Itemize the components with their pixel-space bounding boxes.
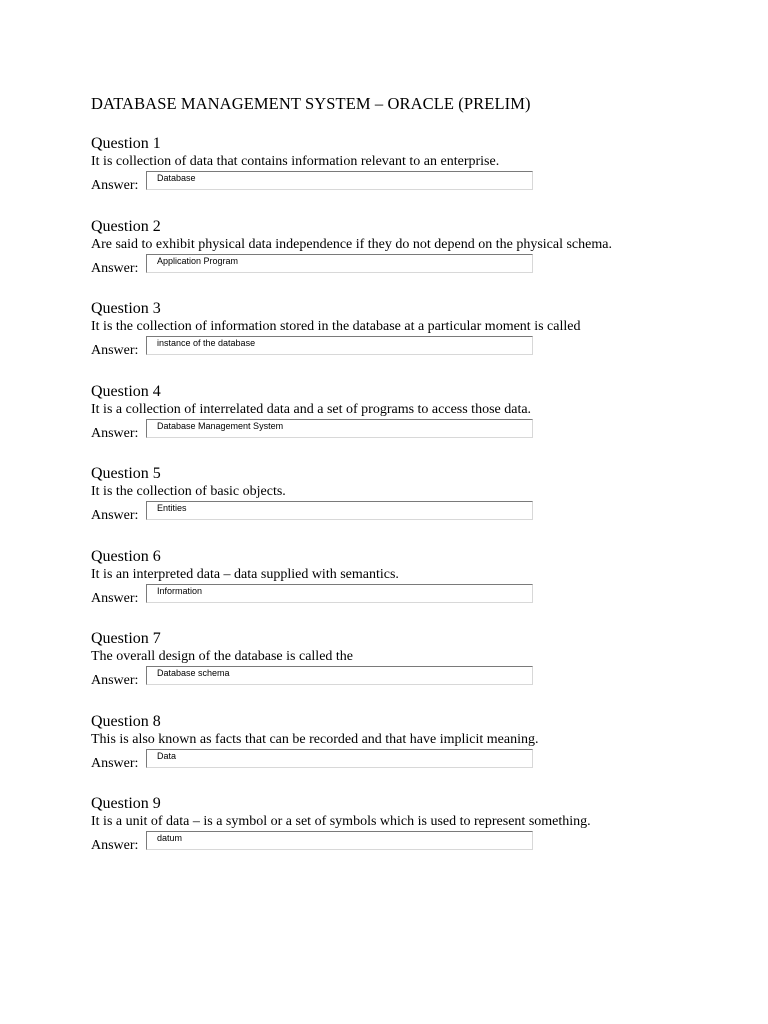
answer-label: Answer: (91, 178, 139, 193)
answer-row (91, 748, 711, 770)
question-text: Are said to exhibit physical data independence if they do not depend on the physical schema. (91, 237, 612, 252)
question-block-1 (91, 134, 711, 192)
answer-field[interactable] (146, 336, 533, 355)
answer-field[interactable] (146, 254, 533, 273)
answer-value: datum (157, 833, 183, 843)
answer-value: Database (157, 173, 196, 183)
question-text: The overall design of the database is called the (91, 649, 354, 664)
answer-row (91, 830, 711, 852)
question-block-8 (91, 712, 711, 770)
question-heading: Question 2 (91, 218, 161, 235)
question-text: This is also known as facts that can be recorded and that have implicit meaning. (91, 732, 539, 747)
answer-value: Information (157, 586, 203, 596)
question-block-3 (91, 299, 711, 357)
answer-value: Data (157, 751, 177, 761)
question-block-7 (91, 629, 711, 687)
answer-row (91, 335, 711, 357)
question-heading: Question 6 (91, 548, 161, 565)
question-heading: Question 3 (91, 300, 161, 317)
question-block-6 (91, 547, 711, 605)
question-text: It is an interpreted data – data supplied with semantics. (91, 567, 399, 582)
question-text: It is the collection of information stored in the database at a particular moment is called (91, 319, 581, 334)
question-block-4 (91, 382, 711, 440)
answer-field[interactable] (146, 501, 533, 520)
question-text: It is collection of data that contains information relevant to an enterprise. (91, 154, 500, 169)
answer-label: Answer: (91, 261, 139, 276)
answer-row (91, 253, 711, 275)
answer-field[interactable] (146, 171, 533, 190)
question-heading: Question 5 (91, 465, 161, 482)
answer-row (91, 583, 711, 605)
answer-value: Database Management System (157, 421, 284, 431)
answer-row (91, 418, 711, 440)
answer-value: Application Program (157, 256, 239, 266)
answer-field[interactable] (146, 419, 533, 438)
answer-label: Answer: (91, 673, 139, 688)
question-block-5 (91, 464, 711, 522)
question-heading: Question 1 (91, 135, 161, 152)
question-block-9 (91, 794, 711, 852)
answer-label: Answer: (91, 508, 139, 523)
answer-field[interactable] (146, 749, 533, 768)
answer-label: Answer: (91, 343, 139, 358)
answer-label: Answer: (91, 426, 139, 441)
answer-row (91, 500, 711, 522)
answer-value: Database schema (157, 668, 230, 678)
answer-label: Answer: (91, 756, 139, 771)
question-heading: Question 4 (91, 383, 161, 400)
question-text: It is a unit of data – is a symbol or a set of symbols which is used to represent something. (91, 814, 591, 829)
answer-field[interactable] (146, 584, 533, 603)
answer-value: Entities (157, 503, 187, 513)
answer-label: Answer: (91, 591, 139, 606)
question-heading: Question 7 (91, 630, 161, 647)
question-heading: Question 8 (91, 713, 161, 730)
question-block-2 (91, 217, 711, 275)
question-text: It is a collection of interrelated data and a set of programs to access those data. (91, 402, 532, 417)
answer-field[interactable] (146, 666, 533, 685)
question-text: It is the collection of basic objects. (91, 484, 286, 499)
answer-row (91, 665, 711, 687)
answer-label: Answer: (91, 838, 139, 853)
document-title: DATABASE MANAGEMENT SYSTEM – ORACLE (PRELIM) (91, 94, 531, 113)
question-heading: Question 9 (91, 795, 161, 812)
answer-row (91, 170, 711, 192)
answer-value: instance of the database (157, 338, 256, 348)
answer-field[interactable] (146, 831, 533, 850)
